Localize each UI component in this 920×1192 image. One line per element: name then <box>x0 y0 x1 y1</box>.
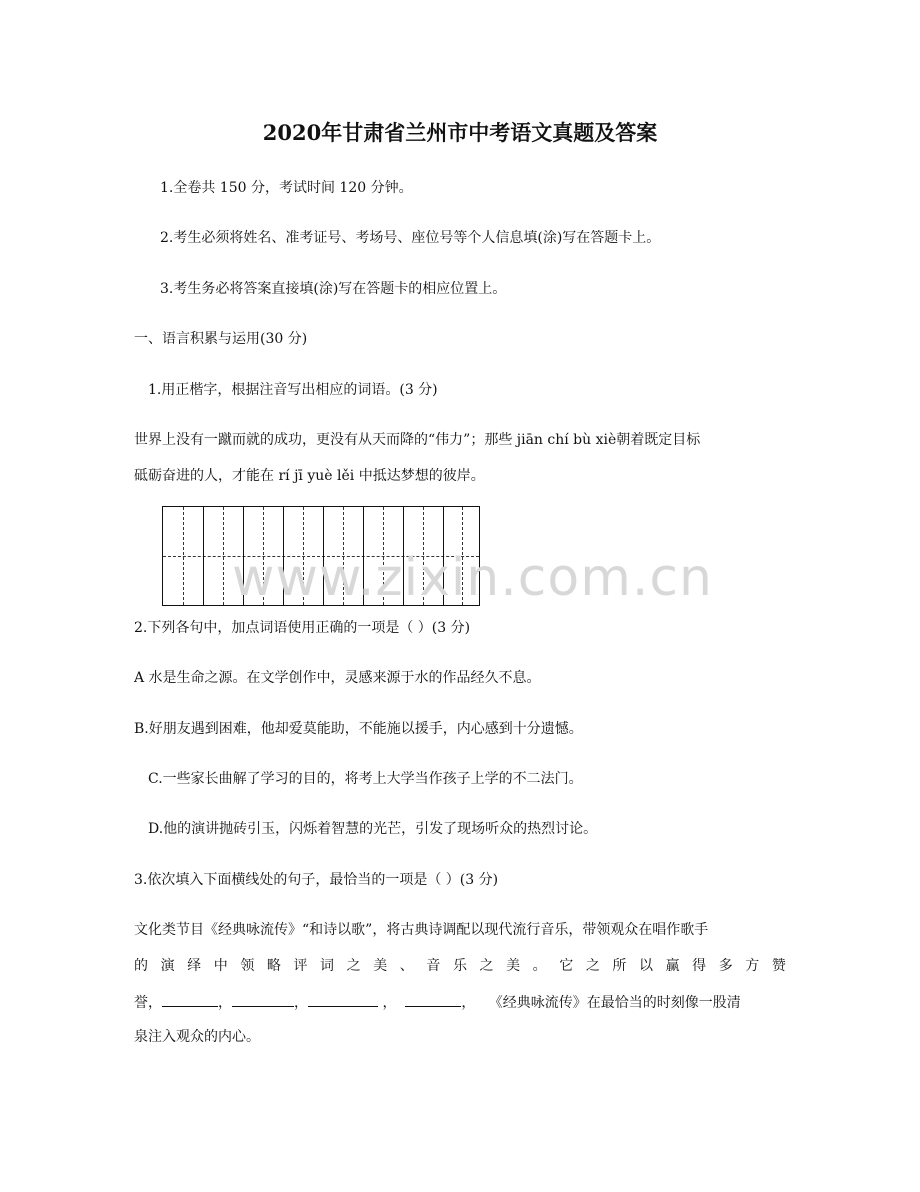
char: 赢 <box>665 958 680 974</box>
char: 之 <box>346 958 361 974</box>
answer-blank-4[interactable] <box>405 992 461 1007</box>
char: 多 <box>718 958 733 974</box>
text-segment: ， <box>218 995 232 1011</box>
section-heading: 一、语言积累与运用(30 分) <box>134 331 308 347</box>
char: 赞 <box>771 958 786 974</box>
grid-divider <box>203 507 204 605</box>
note-3: 3.考生务必将答案直接填(涂)写在答题卡的相应位置上。 <box>160 281 507 297</box>
text-segment: ， <box>382 995 397 1011</box>
char: 美 <box>506 958 521 974</box>
char: 乐 <box>452 958 467 974</box>
char: 略 <box>266 958 281 974</box>
answer-blank-1[interactable] <box>162 992 218 1007</box>
char: 词 <box>320 958 335 974</box>
question-2-option-d: D.他的演讲抛砖引玉，闪烁着智慧的光芒，引发了现场听众的热烈讨论。 <box>148 821 598 837</box>
question-1-line-2: 砥砺奋进的人，才能在 rí jī yuè lěi 中抵达梦想的彼岸。 <box>134 468 485 484</box>
answer-blank-3[interactable] <box>308 992 378 1007</box>
note-1: 1.全卷共 150 分，考试时间 120 分钟。 <box>160 180 413 196</box>
text-segment: 《经典咏流传》在最恰当的时刻像一股清 <box>488 995 741 1011</box>
grid-guide <box>183 507 184 605</box>
char: 音 <box>426 958 441 974</box>
char: 之 <box>585 958 600 974</box>
question-2-stem: 2.下列各句中，加点词语使用正确的一项是（ ）(3 分) <box>134 620 471 636</box>
char: 美 <box>373 958 388 974</box>
text-segment: 誉， <box>134 995 162 1011</box>
answer-blank-2[interactable] <box>232 992 294 1007</box>
question-3-line-2 <box>134 956 786 976</box>
char: 之 <box>479 958 494 974</box>
char: 绎 <box>187 958 202 974</box>
note-2: 2.考生必须将姓名、准考证号、考场号、座位号等个人信息填(涂)写在答题卡上。 <box>160 230 661 246</box>
char: 评 <box>293 958 308 974</box>
char: 所 <box>612 958 627 974</box>
char: 。 <box>532 958 547 974</box>
question-2-option-c: C.一些家长曲解了学习的目的，将考上大学当作孩子上学的不二法门。 <box>148 771 583 787</box>
text-segment: ， <box>294 995 308 1011</box>
page-title: 2020年甘肃省兰州市中考语文真题及答案 <box>262 120 658 145</box>
char: 、 <box>399 958 414 974</box>
question-1-line-1: 世界上没有一蹴而就的成功，更没有从天而降的“伟力”；那些 jiān chí bù xiè朝着既定目标 <box>134 432 701 448</box>
char: 的 <box>134 958 148 974</box>
char: 方 <box>745 958 760 974</box>
grid-guide <box>223 507 224 605</box>
question-2-option-b: B.好朋友遇到困难，他却爱莫能助，不能施以援手，内心感到十分遗憾。 <box>134 721 583 737</box>
question-3-line-1: 文化类节目《经典咏流传》“和诗以歌”，将古典诗调配以现代流行音乐，带领观众在唱作歌手 <box>134 922 709 938</box>
char: 以 <box>638 958 653 974</box>
char: 得 <box>692 958 707 974</box>
question-3-line-3 <box>134 992 741 1013</box>
char: 它 <box>559 958 574 974</box>
question-3-line-4: 泉注入观众的内心。 <box>134 1029 260 1045</box>
watermark: www.zixin.com.cn <box>232 548 713 608</box>
text-segment: ， <box>461 995 476 1011</box>
question-1-stem: 1.用正楷字，根据注音写出相应的词语。(3 分) <box>148 382 438 398</box>
question-3-stem: 3.依次填入下面横线处的句子，最恰当的一项是（ ）(3 分) <box>134 872 499 888</box>
char: 领 <box>240 958 255 974</box>
char: 中 <box>213 958 228 974</box>
question-2-option-a: A 水是生命之源。在文学创作中，灵感来源于水的作品经久不息。 <box>134 670 541 686</box>
char: 演 <box>160 958 175 974</box>
